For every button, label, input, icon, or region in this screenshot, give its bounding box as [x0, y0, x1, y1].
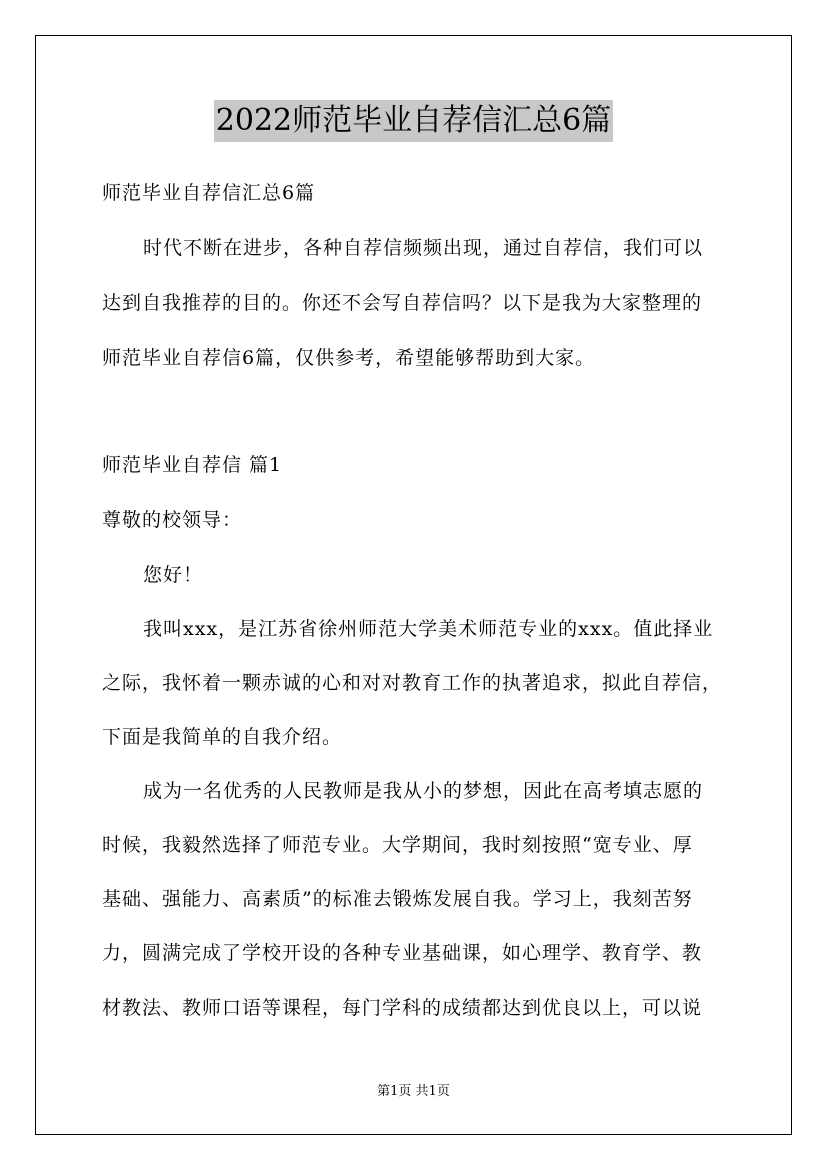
subtitle-line: 师范毕业自荐信汇总6篇 — [102, 182, 316, 204]
title-container — [0, 100, 827, 142]
paragraph-line: 下面是我简单的自我介绍。 — [102, 726, 343, 748]
paragraph-line: 基础、强能力、高素质”的标准去锻炼发展自我。学习上，我刻苦努 — [102, 888, 693, 910]
page-footer: 第1页 共1页 — [377, 1084, 450, 1099]
paragraph-line: 时候，我毅然选择了师范专业。大学期间，我时刻按照“宽专业、厚 — [102, 834, 693, 856]
paragraph-line: 力，圆满完成了学校开设的各种专业基础课，如心理学、教育学、教 — [102, 942, 703, 964]
paragraph-line: 材教法、教师口语等课程，每门学科的成绩都达到优良以上，可以说 — [102, 997, 703, 1019]
paragraph-line: 成为一名优秀的人民教师是我从小的梦想，因此在高考填志愿的 — [143, 780, 704, 802]
greeting: 您好！ — [143, 564, 204, 586]
document-title: 2022师范毕业自荐信汇总6篇 — [214, 100, 613, 142]
paragraph-line: 我叫xxx，是江苏省徐州师范大学美术师范专业的xxx。值此择业 — [143, 618, 714, 640]
paragraph-line: 达到自我推荐的目的。你还不会写自荐信吗？以下是我为大家整理的 — [102, 292, 703, 314]
paragraph-line: 时代不断在进步，各种自荐信频频出现，通过自荐信，我们可以 — [143, 237, 704, 259]
paragraph-line: 之际，我怀着一颗赤诚的心和对对教育工作的执著追求，拟此自荐信， — [102, 672, 723, 694]
salutation: 尊敬的校领导： — [102, 509, 243, 531]
section-heading: 师范毕业自荐信 篇1 — [102, 454, 283, 476]
paragraph-line: 师范毕业自荐信6篇，仅供参考，希望能够帮助到大家。 — [102, 347, 596, 369]
